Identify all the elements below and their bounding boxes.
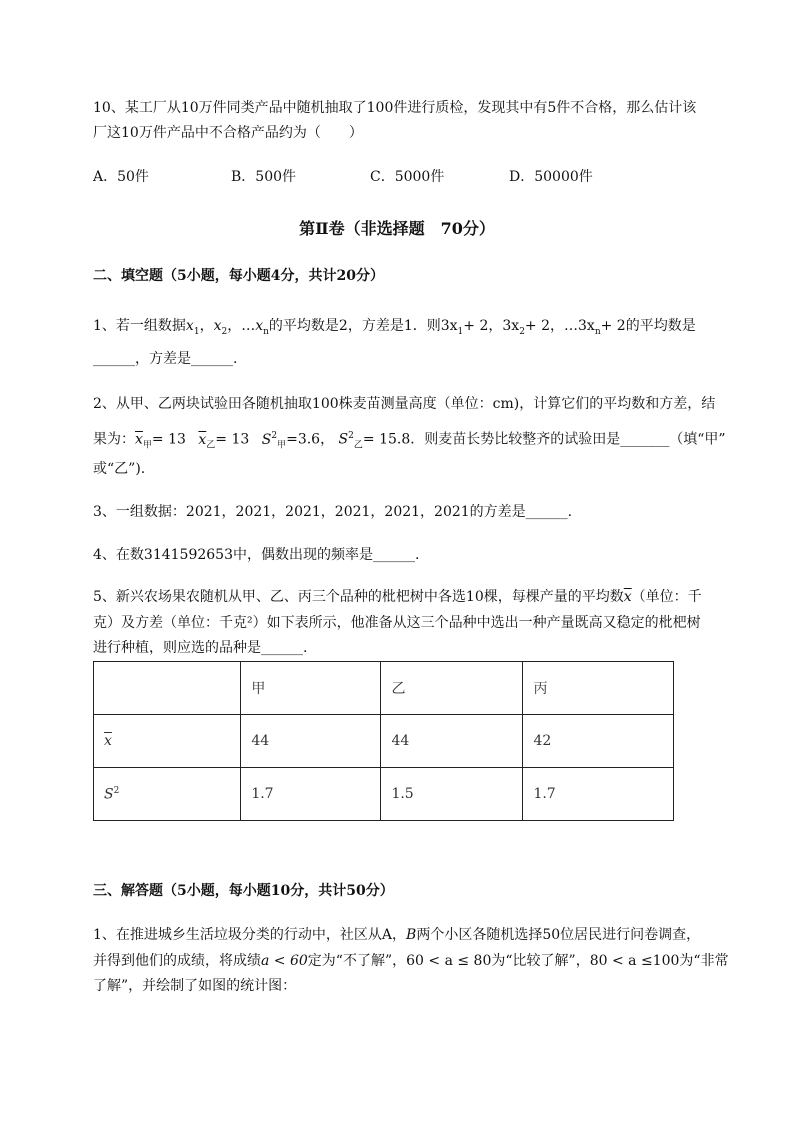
part2-q2-line1: 2、从甲、乙两块试验田各随机抽取100株麦苗测量高度（单位：cm)，计算它们的平均数和方差，结 <box>93 396 716 412</box>
q2-var2-sup: 2 <box>348 431 354 441</box>
p3q1-B: B <box>406 927 417 943</box>
p3q1-text-e: 为“比较了解”， <box>491 953 590 969</box>
q2-mean1-val: = 13 <box>151 431 186 448</box>
q1-xn: x <box>255 318 264 334</box>
p3q1-sep: ， <box>392 927 407 943</box>
q10-option-d: D．50000件 <box>509 169 593 185</box>
part3-q1-line2 <box>93 951 729 971</box>
q1-comma2: ，… <box>227 318 256 334</box>
q1-x1: x <box>185 318 194 334</box>
section-title: 第Ⅱ卷（非选择题 70分） <box>299 219 495 238</box>
q1-xn-sub: n <box>263 326 269 337</box>
q2-mean2: $\overline{x}$ <box>198 431 207 448</box>
p3q1-text-b: 两个小区各随机选择50位居民进行问卷调查， <box>416 927 701 943</box>
q1-sep2: ，… <box>550 318 579 334</box>
table-header-yi: 乙 <box>381 662 523 715</box>
table-label-mean <box>94 715 241 768</box>
q1-x1-sub: 1 <box>193 326 200 337</box>
q1-comma1: ， <box>199 318 214 334</box>
table-header-jia: 甲 <box>241 662 381 715</box>
table-cell: 44 <box>241 715 381 768</box>
q1-sep1: ， <box>488 318 503 334</box>
p3q1-text-a: 1、在推进城乡生活垃圾分类的行动中，社区从 <box>93 927 382 943</box>
mean-symbol: $\overline{x}$ <box>104 733 112 749</box>
part2-q2-line3: 或“乙”). <box>93 461 146 477</box>
part2-q1-line1 <box>93 316 696 342</box>
part2-q1-line2: ______，方差是______. <box>93 351 238 367</box>
p3q1-text-f: 为“非常 <box>679 953 729 969</box>
q1-text-c: 的平均数是 <box>625 318 696 334</box>
q1-expr2-sub: 2 <box>519 326 525 337</box>
q1-x2: x <box>213 318 222 334</box>
table-header-row <box>94 662 674 715</box>
table-label-variance <box>94 768 241 821</box>
q1-text-b: 的平均数是2，方差是1．则 <box>268 318 441 334</box>
q5-text-b: （单位：千 <box>631 589 702 605</box>
q1-expr2: 3x <box>502 318 520 334</box>
q5-xbar: $\overline{x}$ <box>623 589 632 605</box>
q2-var2: S <box>338 431 349 448</box>
part3-q1-line3: 了解”，并绘制了如图的统计图： <box>93 978 297 994</box>
part2-q4: 4、在数3141592653中，偶数出现的频率是______. <box>93 547 420 563</box>
part3-heading: 三、解答题（5小题，每小题10分，共计50分） <box>93 883 394 899</box>
q2-var2-sub: 乙 <box>353 440 363 451</box>
part3-q1-line1 <box>93 925 700 945</box>
q2-mean1: $\overline{x}$ <box>135 431 143 448</box>
q2-var2-val: = 15.8 <box>362 431 411 448</box>
q1-expr3: 3x <box>578 318 595 334</box>
p3q1-range1: a < 60 <box>261 953 308 969</box>
yield-table <box>93 661 674 821</box>
table-row-variance <box>94 768 674 821</box>
variance-symbol-sup: 2 <box>113 785 120 796</box>
table-cell <box>94 662 241 715</box>
p3q1-range3: 80 < a ≤100 <box>589 953 680 969</box>
q1-expr1-tail: + 2 <box>463 318 489 334</box>
table-cell: 1.7 <box>241 768 381 821</box>
q2-var1: S <box>261 431 272 448</box>
q5-text-a: 5、新兴农场果农随机从甲、乙、丙三个品种的枇杷树中各选10棵，每棵产量的平均数 <box>93 589 624 605</box>
q2-mean1-sub: 甲 <box>142 440 152 451</box>
q1-expr1: 3x <box>440 318 458 334</box>
q10-line1: 10、某工厂从10万件同类产品中随机抽取了100件进行质检，发现其中有5件不合格，那么估计该 <box>93 100 697 116</box>
q2-var1-sub: 甲 <box>277 440 287 451</box>
q2-var1-val: =3.6 <box>286 431 321 448</box>
variance-symbol: S <box>104 786 114 803</box>
part2-q2-line2: 果为：$\overline{x}_甲= 13$ $\overline{x}_乙= 13$ $S^2_甲=3.6$， $S^2_乙= 15.8$．则麦苗长势比较整齐的试验田是_______（填“甲” <box>93 431 726 451</box>
table-cell: 1.5 <box>381 768 523 821</box>
table-cell: 44 <box>381 715 523 768</box>
part2-q5-line2: 克）及方差（单位：千克²）如下表所示，他准备从这三个品种中选出一种产量既高又稳定的枇杷树 <box>93 615 701 631</box>
q1-x2-sub: 2 <box>221 326 228 337</box>
part2-heading: 二、填空题（5小题，每小题4分，共计20分） <box>93 268 384 284</box>
part2-q5-line1 <box>93 587 702 607</box>
p3q1-text-d: 定为“不了解”， <box>307 953 407 969</box>
p3q1-text-c: 并得到他们的成绩，将成绩 <box>93 953 261 969</box>
q1-expr3-sub: n <box>594 326 601 337</box>
q1-expr3-tail: + 2 <box>600 318 626 334</box>
q1-expr2-tail: + 2 <box>524 318 551 334</box>
q1-expr1-sub: 1 <box>457 326 464 337</box>
q2-pre: 果为： <box>93 431 135 448</box>
q2-post: ．则麦苗长势比较整齐的试验田是_______（填“甲” <box>410 431 726 448</box>
part2-q5-line3: 进行种植，则应选的品种是______. <box>93 640 308 656</box>
q1-text-a: 1、若一组数据 <box>93 318 186 334</box>
p3q1-range2: 60 < a ≤ 80 <box>406 953 492 969</box>
part2-q3: 3、一组数据：2021，2021，2021，2021，2021，2021的方差是______. <box>93 504 573 520</box>
p3q1-A: A <box>381 927 393 943</box>
q10-option-a: A．50件 <box>93 169 149 185</box>
table-cell: 1.7 <box>523 768 674 821</box>
q10-line2: 厂这10万件产品中不合格产品约为（ ） <box>93 125 363 141</box>
table-row-mean <box>94 715 674 768</box>
table-cell: 42 <box>523 715 674 768</box>
q2-mean2-val: = 13 <box>215 431 250 448</box>
table-header-bing: 丙 <box>523 662 674 715</box>
q10-option-c: C．5000件 <box>370 169 445 185</box>
q2-mean2-sub: 乙 <box>206 440 216 451</box>
q2-var1-sup: 2 <box>271 431 278 441</box>
q10-option-b: B．500件 <box>231 169 297 185</box>
